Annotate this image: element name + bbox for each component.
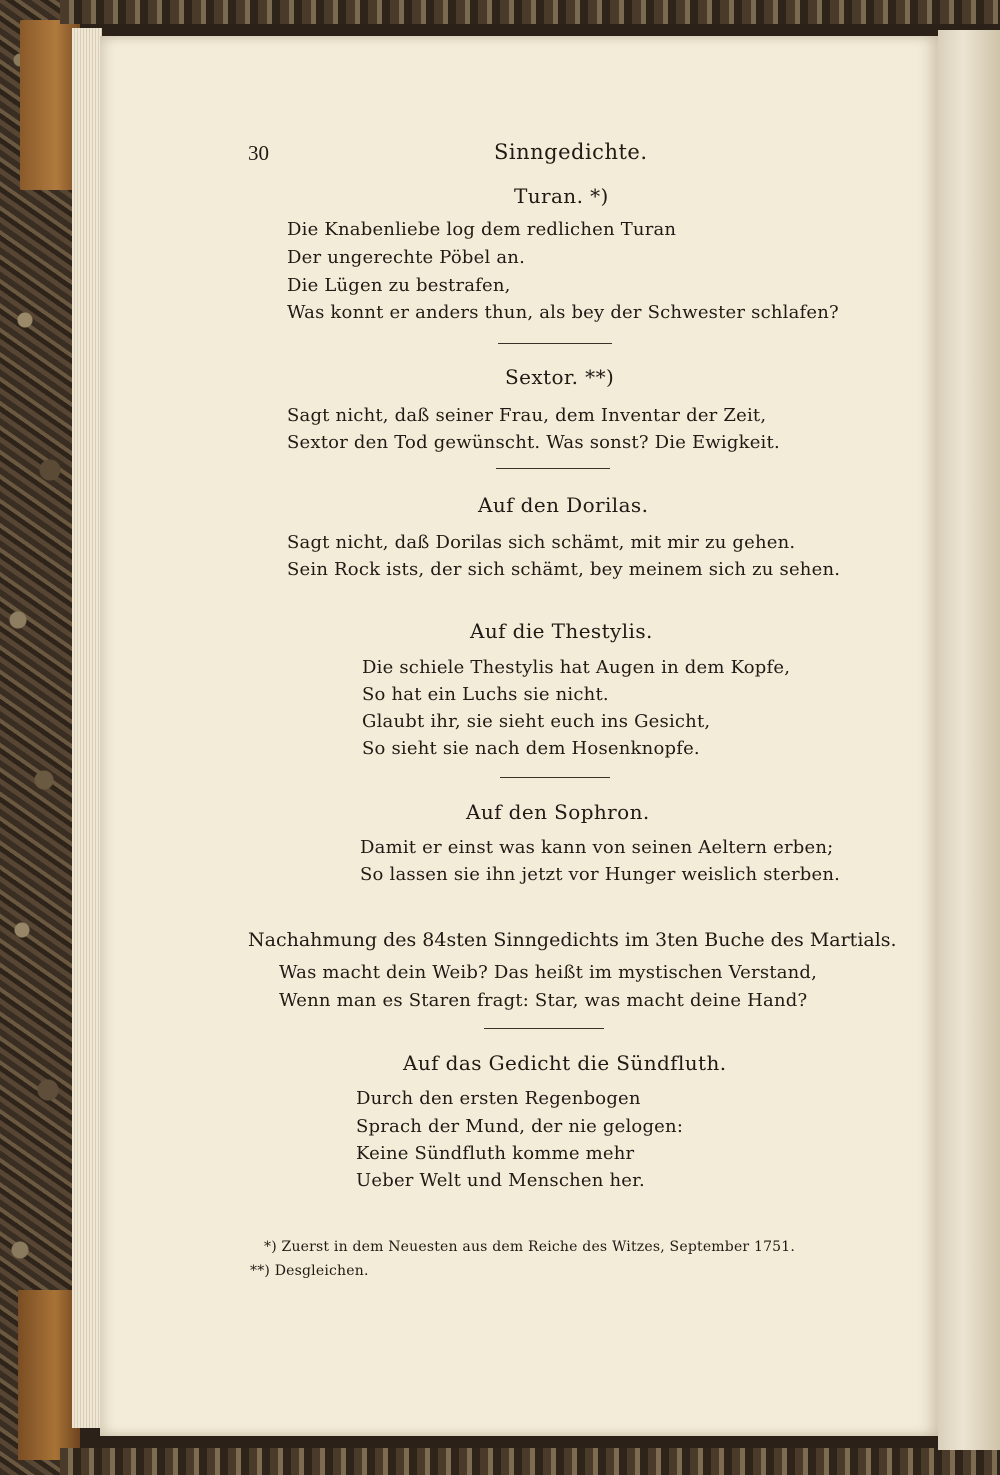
verse-line: Wenn man es Staren fragt: Star, was macht deine Hand? [279,990,808,1011]
section-divider [484,1028,604,1029]
marbled-edge-top [60,0,1000,24]
poem-title: Auf die Thestylis. [470,619,653,643]
verse-line: So sieht sie nach dem Hosenknopfe. [362,738,700,759]
verse-line: Sprach der Mund, der nie gelogen: [356,1116,684,1137]
section-divider [496,468,610,469]
verse-line: Was konnt er anders thun, als bey der Schwester schlafen? [287,302,839,323]
verse-line: Keine Sündfluth komme mehr [356,1143,635,1164]
poem-title: Auf den Sophron. [466,800,650,824]
verse-line: Sein Rock ists, der sich schämt, bey meinem sich zu sehen. [287,559,841,580]
book-page [100,36,938,1436]
poem-title: Nachahmung des 84sten Sinngedichts im 3ten Buche des Martials. [248,929,897,951]
running-head: Sinngedichte. [494,140,648,164]
verse-line: Glaubt ihr, sie sieht euch ins Gesicht, [362,711,711,732]
verse-line: Sagt nicht, daß Dorilas sich schämt, mit mir zu gehen. [287,532,796,553]
verse-line: Der ungerechte Pöbel an. [287,247,526,268]
footnote: *) Zuerst in dem Neuesten aus dem Reiche des Witzes, September 1751. [264,1239,796,1255]
poem-title: Turan. *) [514,184,609,208]
marbled-cover-left [0,0,72,1475]
verse-line: Die Knabenliebe log dem redlichen Turan [287,219,677,240]
leather-corner-bottom [18,1290,80,1460]
verse-line: Sagt nicht, daß seiner Frau, dem Inventar der Zeit, [287,405,767,426]
verse-line: Die Lügen zu bestrafen, [287,275,511,296]
verse-line: Die schiele Thestylis hat Augen in dem Kopfe, [362,657,791,678]
leather-corner-top [20,20,80,190]
poem-title: Auf den Dorilas. [478,493,649,517]
page-number: 30 [248,141,269,165]
section-divider [498,343,612,344]
page-stack [72,28,102,1428]
poem-title: Auf das Gedicht die Sündfluth. [403,1051,727,1075]
verse-line: Damit er einst was kann von seinen Aeltern erben; [360,837,834,858]
verse-line: So lassen sie ihn jetzt vor Hunger weislich sterben. [360,864,841,885]
marbled-edge-bottom [60,1448,1000,1475]
section-divider [500,777,610,778]
poem-title: Sextor. **) [505,365,615,389]
footnote: **) Desgleichen. [250,1263,369,1279]
verse-line: So hat ein Luchs sie nicht. [362,684,609,705]
facing-page-edge [938,30,1000,1450]
verse-line: Durch den ersten Regenbogen [356,1088,641,1109]
verse-line: Ueber Welt und Menschen her. [356,1170,645,1191]
verse-line: Was macht dein Weib? Das heißt im mystischen Verstand, [279,962,818,983]
verse-line: Sextor den Tod gewünscht. Was sonst? Die Ewigkeit. [287,432,780,453]
